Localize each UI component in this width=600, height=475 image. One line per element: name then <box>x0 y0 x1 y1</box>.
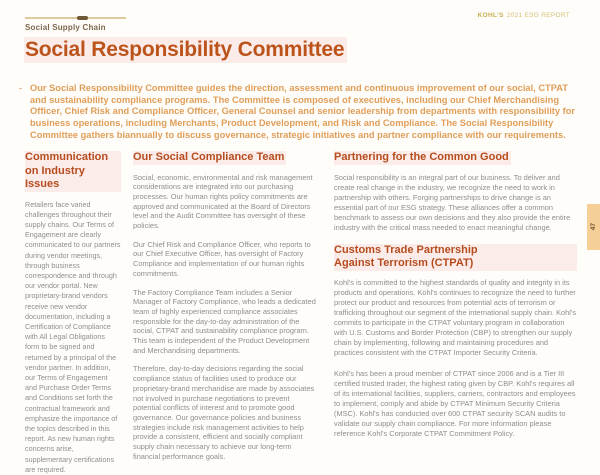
paragraph: Social responsibility is an integral part of our business. To deliver and create real change in the industry, we recognize the need to work in partnership with others. Forging partnerships to drive change is an essential part of our ESG strategy. These alliances offer a common benchmark to assess our own decisions and they also provide the entire industry with the critical mass needed to enact meaningful change. <box>334 172 571 232</box>
paragraph: Therefore, day-to-day decisions regarding the social compliance status of facilities used to produce our proprietary-brand merchandise are made by associates not involved in purchase negotiations to prevent potential conflicts of interest and to promote good governance. Our governance policies and business strategies include risk management activities to help provide a consistent, efficient and socially compliant supply chain necessary to achieve our long-term financial performance goals. <box>133 364 315 461</box>
heading-line: Against Terrorism (CTPAT) <box>334 257 577 271</box>
paragraph: Retailers face varied challenges throughout their supply chains. Our Terms of Engagement are clearly communicated to our partners during vendor meetings, through business correspondence and through our vendor portal. New proprietary-brand vendors receive new vendor documentation, including a Certification of Compliance with All Legal Obligations form to be signed and returned by a principal of the vendor partner. In addition, our Terms of Engagement and Purchase Order Terms and Conditions set forth the contractual framework and emphasize the importance of the topics described in this report. As new human rights concerns arise, supplementary certifications are required. <box>25 199 121 474</box>
intro-dash: - <box>19 83 23 93</box>
column-body <box>133 173 317 462</box>
heading-line: Partnering for the Common Good <box>334 151 509 163</box>
section-progress-marker <box>77 16 88 20</box>
brand-logo-text: KOHL'S <box>477 12 504 19</box>
paragraph: Social, economic, environmental and risk management considerations are integrated into our purchasing processes. Our human rights policy commitments are approved and communicated at the Board of Directors level and the Audit Committee has oversight of these policies. <box>133 172 313 231</box>
column-body <box>334 278 577 439</box>
section-eyebrow: Social Supply Chain <box>25 23 106 32</box>
column-body <box>334 173 577 233</box>
paragraph: Kohl's is committed to the highest standards of quality and integrity in its products and operations. Kohl's continues to recognize the need to further protect our product and resources from potential acts of terrorism or trafficking throughout our segment of the international supply chain. Kohl's commits to participate in the CTPAT voluntary program in collaboration with U.S. Customs and Border Protection (CBP) to strengthen our supply chain by implementing, following and maintaining procedures and practices consistent with the CTPAT Importer Security Criteria. <box>334 277 577 357</box>
section-progress-line <box>25 17 126 19</box>
heading-line: on Industry Issues <box>25 165 121 192</box>
column-partnering-ctpat <box>334 151 577 450</box>
column-social-compliance-team <box>133 151 317 470</box>
heading-partnering-for-the-common-good <box>334 151 577 165</box>
paragraph: Kohl's has been a proud member of CTPAT since 2006 and is a Tier III certified trusted trader, the highest rating given by CBP. Kohl's requires all of its international facilities, suppliers, carriers, contractors and employees to implement, comply and abide by CTPAT Minimum Security Criteria (MSC). Kohl's has conducted over 600 CTPAT security SCAN audits to validate our supply chain compliance. For more information please reference Kohl's Corporate CTPAT Commitment Policy. <box>334 368 576 438</box>
page-number-tab <box>587 204 600 250</box>
page-title: Social Responsibility Committee <box>24 37 347 63</box>
report-badge <box>478 12 570 19</box>
heading-line: Our Social Compliance Team <box>133 151 285 163</box>
column-communication <box>25 151 121 475</box>
heading-line: Customs Trade Partnership <box>334 244 577 258</box>
heading-line: Communication <box>25 151 121 165</box>
paragraph: The Factory Compliance Team includes a Senior Manager of Factory Compliance, who leads a dedicated team of highly experienced compliance associates responsible for the day-to-day administration of the social, CTPAT and sustainability compliance program. This team is independent of the Product Development and Merchandising departments. <box>133 287 316 355</box>
report-badge-label: 2021 ESG REPORT <box>506 12 570 19</box>
column-body <box>25 200 121 475</box>
heading-communication-on-industry-issues <box>25 151 121 192</box>
heading-customs-trade-partnership-ctpat <box>334 244 577 271</box>
intro-paragraph: Our Social Responsibility Committee guides the direction, assessment and continuous improvement of our social, CTPAT and sustainability compliance programs. The Committee is composed of executives, including our Chief Merchandising Officer, Chief Risk and Compliance Officer, General Counsel and senior leadership from departments with responsibility for business operations, including Merchants, Product Development, and Risk and Compliance. The Social Responsibility Committee gathers biannually to discuss governance, strategic initiatives and partner compliance with our requirements. <box>30 83 576 140</box>
page-number: 47 <box>590 223 597 231</box>
paragraph: Our Chief Risk and Compliance Officer, who reports to our Chief Executive Officer, has oversight of Factory Compliance and implementation of our human rights commitments. <box>133 239 311 278</box>
heading-our-social-compliance-team <box>133 151 317 165</box>
